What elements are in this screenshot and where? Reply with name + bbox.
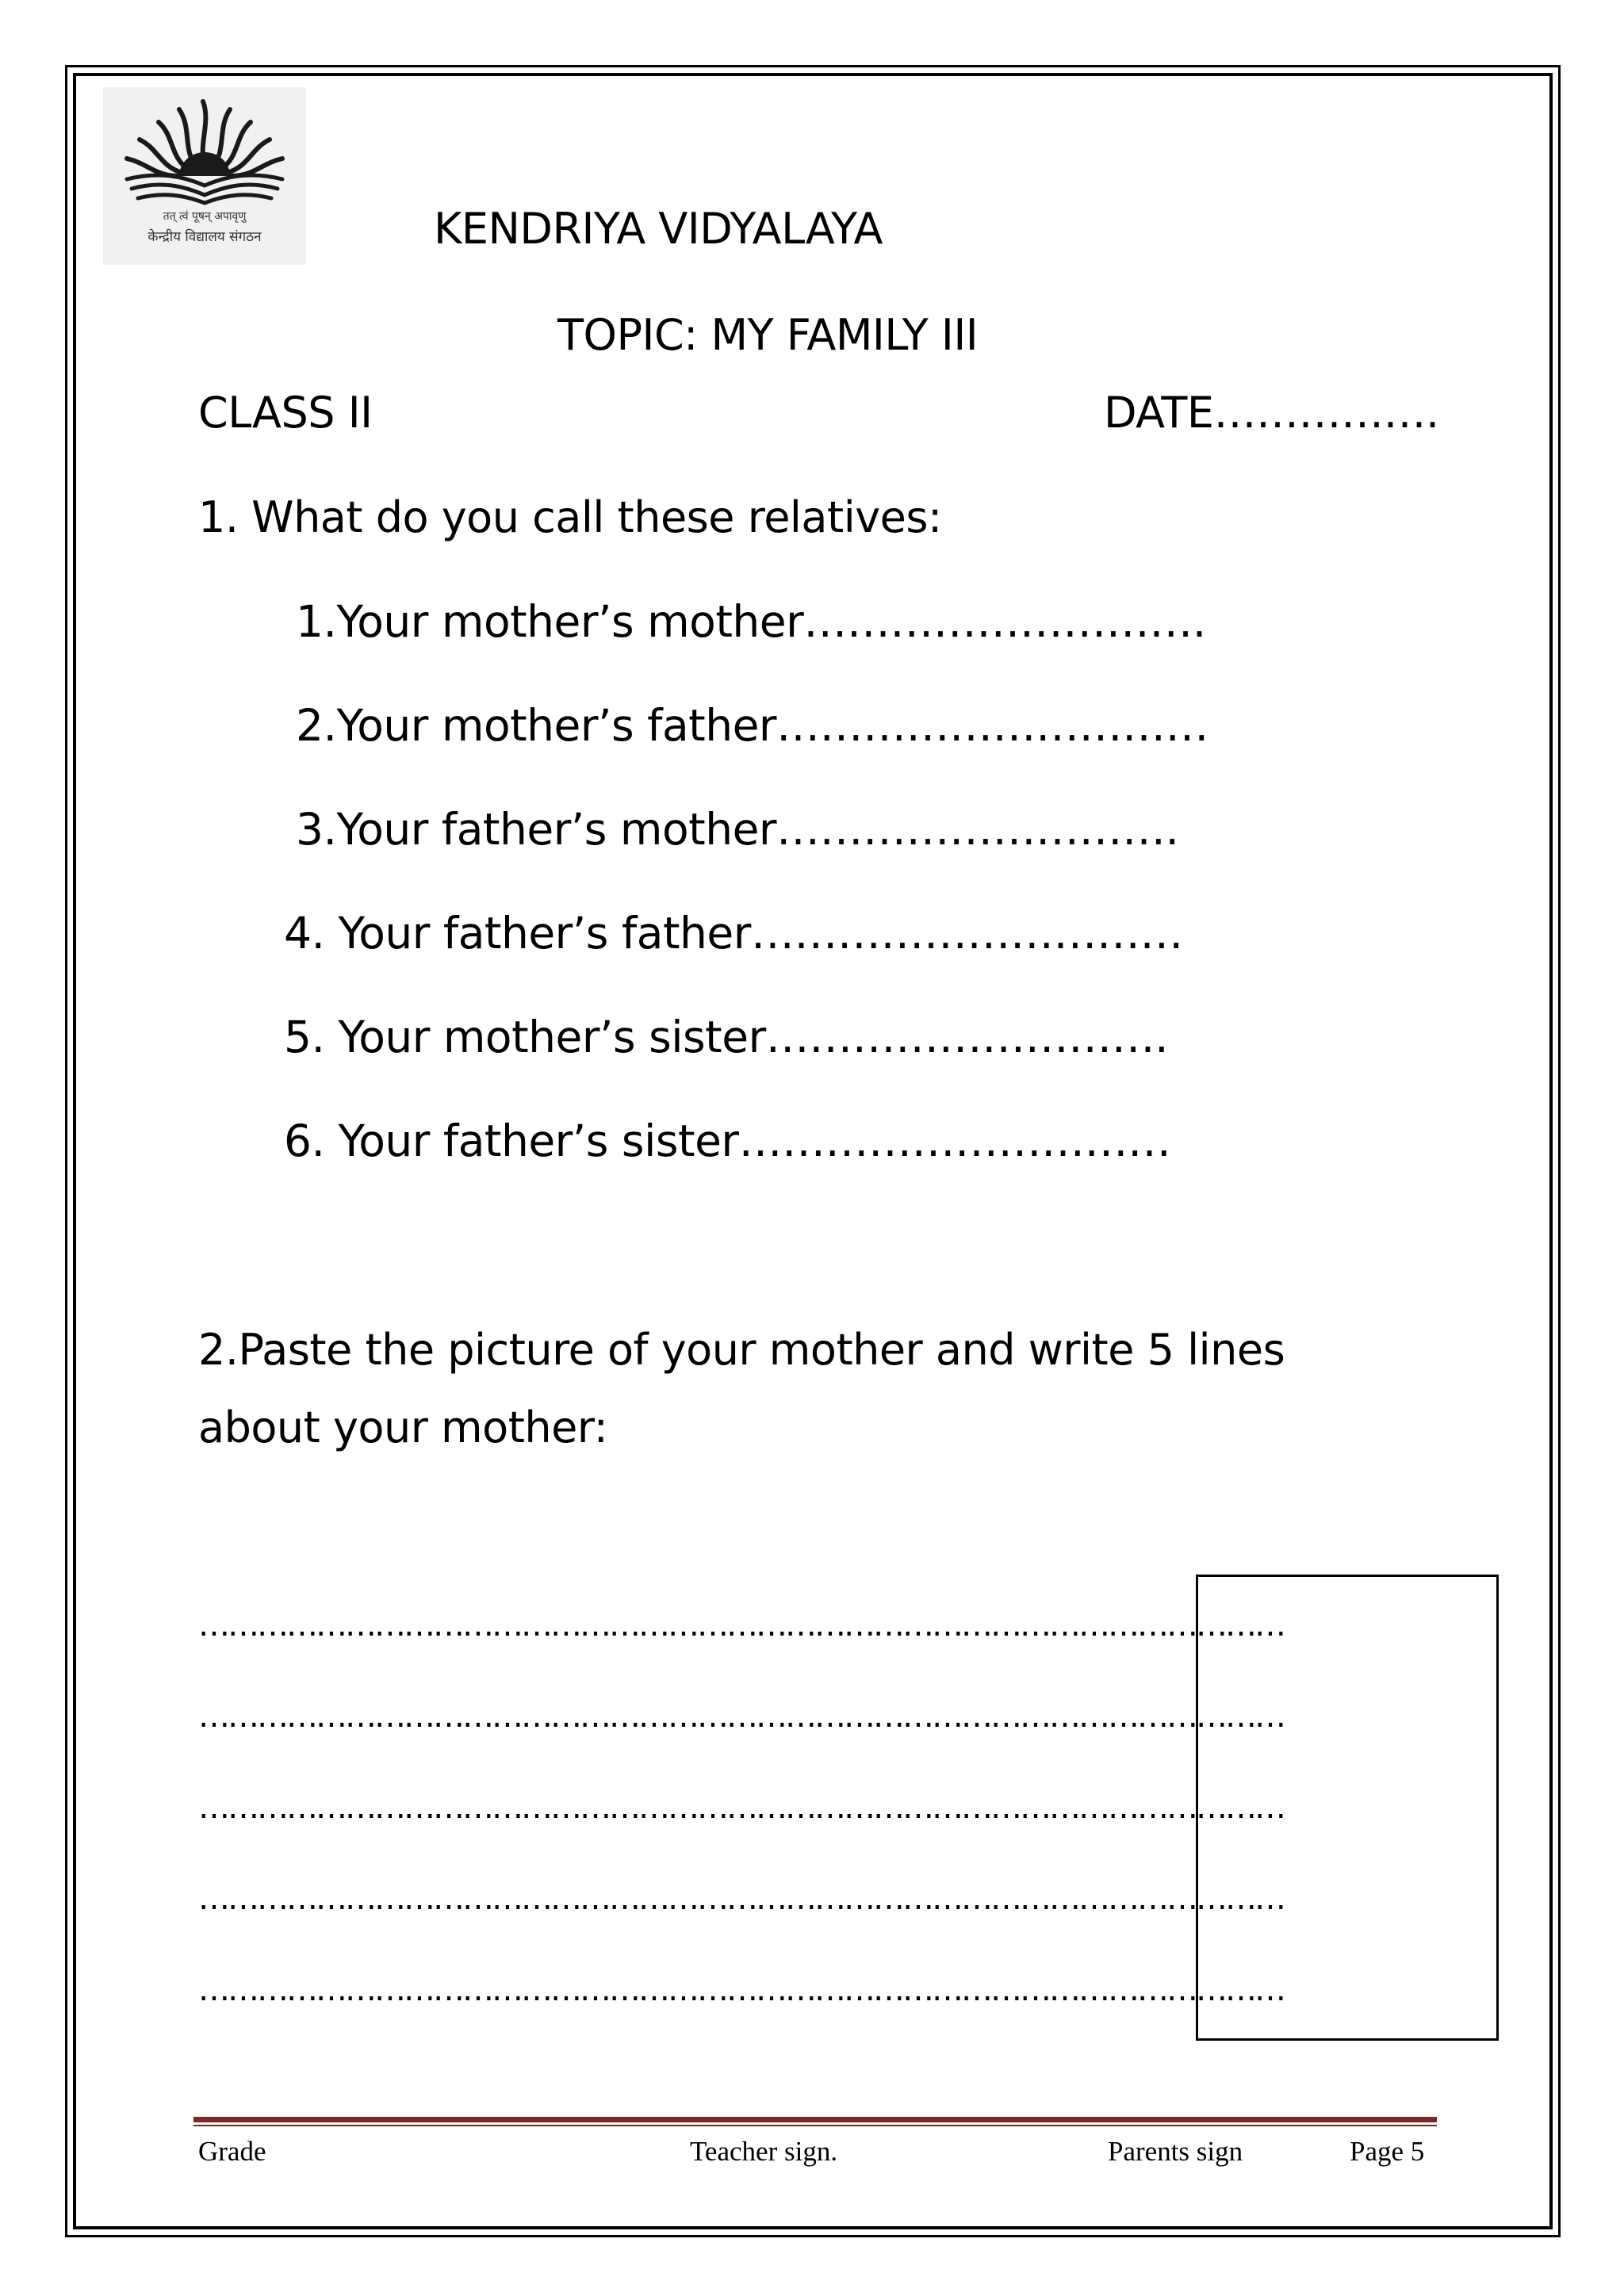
footer-teacher-sign: Teacher sign.	[690, 2136, 838, 2167]
question-2-prompt: 2.Paste the picture of your mother and write 5 lines	[198, 1325, 1285, 1375]
relative-item: 6. Your father’s sister…………………………	[284, 1115, 1171, 1166]
footer-divider	[193, 2117, 1437, 2126]
logo-motto: तत् त्वं पूषन् अपावृणु	[163, 210, 247, 223]
relative-item: 4. Your father’s father…………………………	[284, 908, 1183, 959]
sun-book-emblem-icon	[103, 87, 306, 206]
kv-logo	[103, 87, 306, 265]
school-title: KENDRIYA VIDYALAYA	[434, 204, 883, 254]
relative-item: 5. Your mother’s sister……………………….	[284, 1012, 1169, 1062]
footer-page-number: Page 5	[1350, 2136, 1425, 2167]
writing-line: …………………………………………………………………………………………………	[198, 1698, 1284, 1735]
writing-line: …………………………………………………………………………………………………	[198, 1607, 1284, 1644]
relative-item: 2.Your mother’s father…………………………	[296, 700, 1209, 751]
date-field: DATE…………….	[1104, 388, 1439, 438]
writing-line: …………………………………………………………………………………………………	[198, 1789, 1284, 1826]
photo-paste-box	[1196, 1575, 1499, 2041]
topic-title: TOPIC: MY FAMILY III	[557, 310, 979, 360]
question-2-prompt-continued: about your mother:	[198, 1402, 608, 1452]
relative-item: 1.Your mother’s mother……………………….	[296, 596, 1206, 647]
class-label: CLASS II	[198, 388, 373, 438]
footer-grade: Grade	[198, 2136, 266, 2167]
relative-item: 3.Your father’s mother……………………….	[296, 804, 1179, 855]
logo-organisation: केन्द्रीय विद्यालय संगठन	[147, 229, 262, 245]
footer-parents-sign: Parents sign	[1108, 2136, 1243, 2167]
writing-line: …………………………………………………………………………………………………	[198, 1881, 1284, 1917]
question-1-prompt: 1. What do you call these relatives:	[198, 492, 942, 542]
writing-line: …………………………………………………………………………………………………	[198, 1972, 1284, 2008]
